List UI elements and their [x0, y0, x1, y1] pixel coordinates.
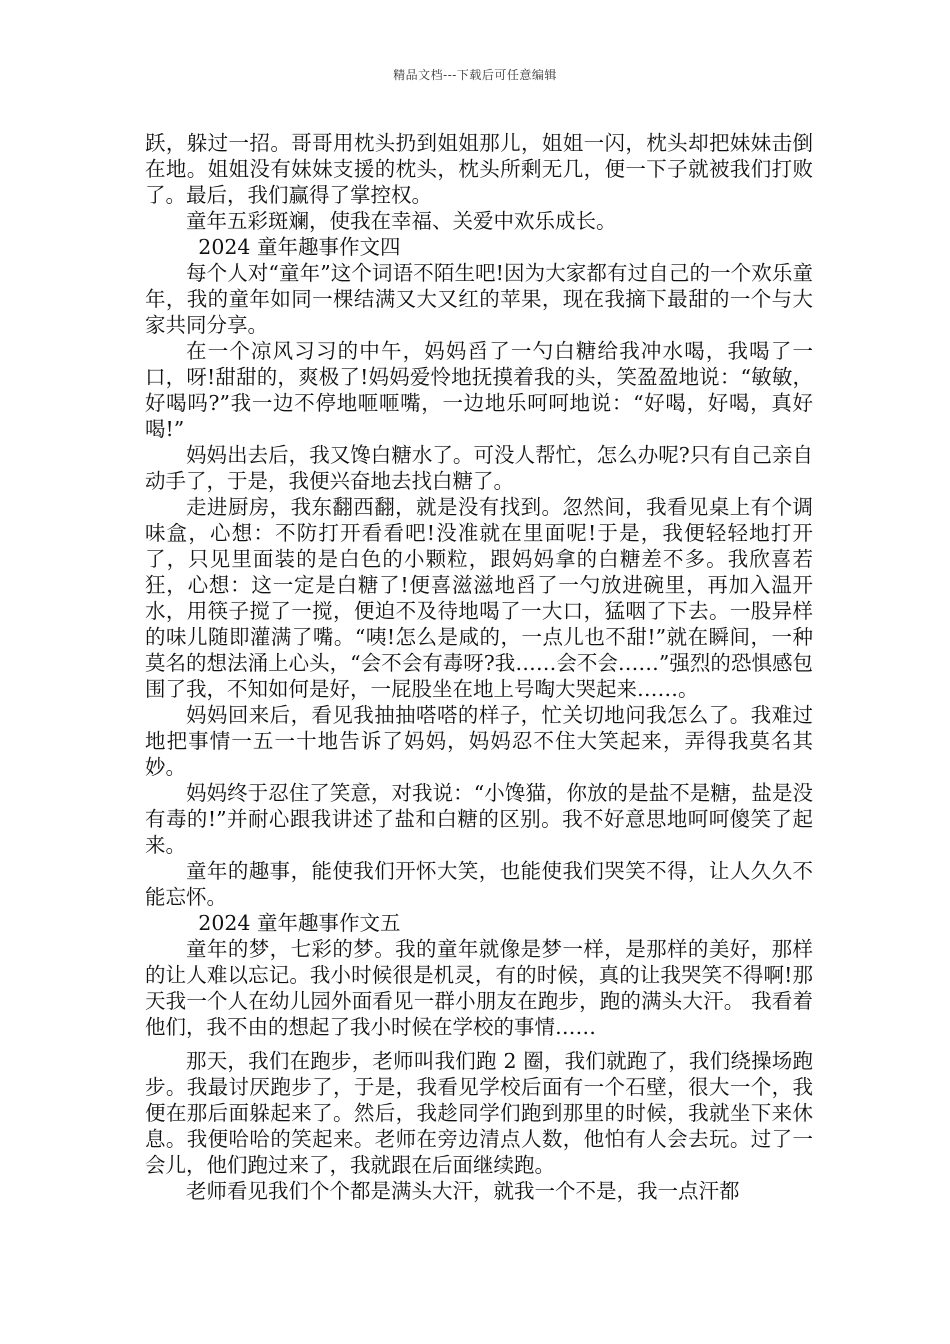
paragraph: 老师看见我们个个都是满头大汗，就我一个不是，我一点汗都	[186, 1179, 740, 1203]
paragraph: 跃，躲过一招。哥哥用枕头扔到姐姐那儿，姐姐一闪，枕头却把妹妹击倒在地。姐姐没有妹妹支援的枕头，枕头所剩无几，便一下子就被我们打败了。最后，我们赢得了掌控权。	[145, 131, 813, 207]
paragraph: 童年的趣事，能使我们开怀大笑，也能使我们哭笑不得，让人久久不能忘怀。	[145, 859, 813, 909]
paragraph: 在一个凉风习习的中午，妈妈舀了一勺白糖给我冲水喝，我喝了一口，呀!甜甜的，爽极了!妈妈爱怜地抚摸着我的头，笑盈盈地说：“敏敏，好喝吗?”我一边不停地咂咂嘴，一边地乐呵呵地说：“好喝，好喝，真好喝!”	[145, 339, 813, 441]
paragraph: 妈妈回来后，看见我抽抽嗒嗒的样子，忙关切地问我怎么了。我难过地把事情一五一十地告诉了妈妈，妈妈忍不住大笑起来，弄得我莫名其妙。	[145, 703, 813, 779]
paragraph: 妈妈终于忍住了笑意，对我说：“小馋猫，你放的是盐不是糖，盐是没有毒的!”并耐心跟我讲述了盐和白糖的区别。我不好意思地呵呵傻笑了起来。	[145, 781, 813, 857]
paragraph: 那天，我们在跑步，老师叫我们跑 2 圈，我们就跑了，我们绕操场跑步。我最讨厌跑步了，于是，我看见学校后面有一个石壁，很大一个，我便在那后面躲起来了。然后，我趁同学们跑到那里的时候，我就坐下来休息。我便哈哈的笑起来。老师在旁边清点人数，他怕有人会去玩。过了一会儿，他们跑过来了，我就跟在后面继续跑。	[145, 1049, 813, 1177]
paragraph: 走进厨房，我东翻西翻，就是没有找到。忽然间，我看见桌上有个调味盒，心想：不防打开看看吧!没准就在里面呢!于是，我便轻轻地打开了，只见里面装的是白色的小颗粒，跟妈妈拿的白糖差不多。我欣喜若狂，心想：这一定是白糖了!便喜滋滋地舀了一勺放进碗里，再加入温开水，用筷子搅了一搅，便迫不及待地喝了一大口，猛咽了下去。一股异样的味儿随即灌满了嘴。“咦!怎么是咸的，一点儿也不甜!”就在瞬间，一种莫名的想法涌上心头，“会不会有毒呀?我……会不会……”强烈的恐惧感包围了我，不知如何是好，一屁股坐在地上号啕大哭起来……。	[145, 495, 813, 701]
section-heading: 2024 童年趣事作文五	[198, 911, 401, 935]
paragraph: 妈妈出去后，我又馋白糖水了。可没人帮忙，怎么办呢?只有自己亲自动手了，于是，我便兴奋地去找白糖了。	[145, 443, 813, 493]
paragraph: 童年的梦，七彩的梦。我的童年就像是梦一样，是那样的美好，那样的让人难以忘记。我小时候很是机灵，有的时候，真的让我哭笑不得啊!那天我一个人在幼儿园外面看见一群小朋友在跑步，跑的满头大汗。 我看着他们，我不由的想起了我小时候在学校的事情……	[145, 937, 813, 1039]
paragraph: 童年五彩斑斓，使我在幸福、关爱中欢乐成长。	[186, 209, 617, 233]
page-header: 精品文档---下载后可任意编辑	[393, 68, 557, 82]
section-heading: 2024 童年趣事作文四	[198, 235, 401, 259]
paragraph: 每个人对“童年”这个词语不陌生吧!因为大家都有过自己的一个欢乐童年，我的童年如同一棵结满又大又红的苹果，现在我摘下最甜的一个与大家共同分享。	[145, 261, 813, 337]
document-body	[145, 130, 813, 1204]
